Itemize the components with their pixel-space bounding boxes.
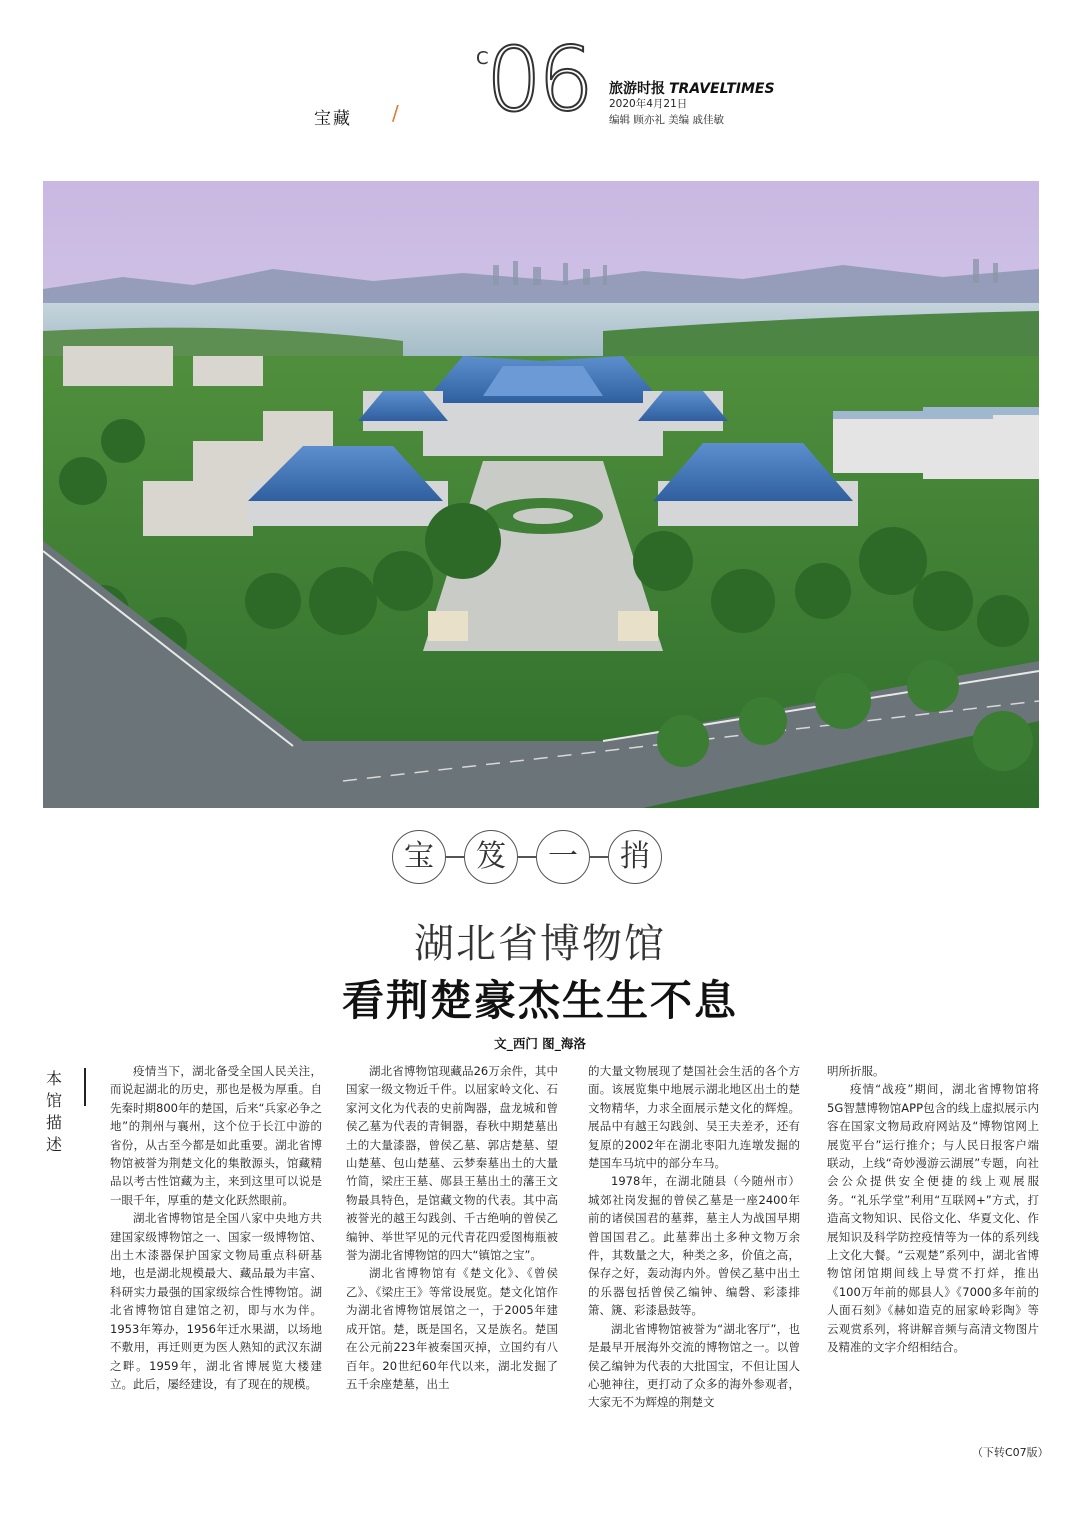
masthead-cn: 旅游时报	[609, 81, 665, 97]
side-tag-char: 述	[45, 1135, 62, 1154]
museum-illustration	[43, 181, 1039, 808]
paragraph: 疫情当下，湖北备受全国人民关注，而说起湖北的历史，那也是极为厚重。自先秦时期800年的楚国，后来“兵家必争之地”的荆州与襄州，这个位于长江中游的省份，从古至今都是如此重要。湖北省博物馆被誉为荆楚文化的集散源头，馆藏精品以考古性馆藏为主，来到这里可以说是一眼千年，厚重的楚文化跃然眼前。	[110, 1064, 322, 1207]
side-tag-char: 本	[45, 1069, 62, 1088]
logo-connector	[444, 856, 464, 858]
page-number: 06	[486, 28, 590, 131]
editor-credits: 编辑 顾亦礼 美编 戚佳敏	[609, 114, 725, 126]
publication-date: 2020年4月21日	[609, 98, 688, 110]
paragraph: 明所折服。	[827, 1064, 885, 1078]
side-tag	[44, 1068, 64, 1156]
section-label: 宝藏	[314, 109, 352, 129]
logo-character: 笈	[464, 830, 518, 884]
masthead-en: TRAVELTIMES	[669, 81, 775, 97]
logo-character: 捎	[608, 830, 662, 884]
logo-connector	[588, 856, 608, 858]
body-column-4	[827, 1062, 1039, 1357]
paragraph: 1978年，在湖北随县（今随州市）城郊社岗发掘的曾侯乙墓是一座2400年前的诸侯国君的墓葬，墓主人为战国早期曾国国君乙。此墓葬出土多种文物万余件，其数量之大，种类之多，价值之高，保存之好，轰动海内外。曾侯乙墓中出土的乐器包括曾侯乙编钟、编磬、彩漆排箫、篪、彩漆悬鼓等。	[588, 1174, 800, 1318]
side-tag-bar	[84, 1068, 86, 1106]
section-slash: /	[392, 101, 399, 125]
logo-character: 宝	[392, 830, 446, 884]
paragraph: 疫情“战疫”期间，湖北省博物馆将5G智慧博物馆APP包含的线上虚拟展示内容在国家文物局政府网站及“博物馆网上展览平台”运行推介；与人民日报客户端联动，上线“奇妙漫游云湖展”专题，向社会公众提供安全便捷的线上观展服务。“礼乐学堂”利用“互联网+”方式，打造高文物知识、民俗文化、华夏文化、作展知识及科学防控疫情等为一体的系列线上文化大餐。“云观楚”系列中，湖北省博物馆闭馆期间线上导赏不打烊，推出《100万年前的郧县人》《7000多年前的人面石刻》《赫如造克的屈家岭彩陶》等云观赏系列，将讲解音频与高清文物图片及精准的文字介绍相结合。	[827, 1082, 1039, 1355]
paragraph: 湖北省博物馆有《楚文化》、《曾侯乙》、《梁庄王》等常设展览。楚文化馆作为湖北省博物馆展馆之一，于2005年建成开馆。楚，既是国名，又是族名。楚国在公元前223年被秦国灭掉，立国约有八百年。20世纪60年代以来，湖北发掘了五千余座楚墓，出土	[346, 1266, 558, 1391]
continued-note: （下转C07版）	[972, 1446, 1049, 1459]
body-column-3	[588, 1062, 800, 1412]
column-logo	[392, 826, 692, 886]
masthead	[609, 78, 775, 98]
body-column-1	[110, 1062, 322, 1393]
paragraph: 湖北省博物馆现藏品26万余件，其中国家一级文物近千件。以屈家岭文化、石家河文化为代表的史前陶器，盘龙城和曾侯乙墓为代表的青铜器，春秋中期楚墓出土的大量漆器，曾侯乙墓、郭店楚墓、望山楚墓、包山楚墓、云梦秦墓出土的大量竹简，梁庄王墓、郧县王墓出土的藩王文物最具特色，是馆藏文物的代表。其中高被誉光的越王勾践剑、千古绝响的曾侯乙编钟、举世罕见的元代青花四爱图梅瓶被誉为湖北省博物馆的四大“镇馆之宝”。	[346, 1064, 558, 1263]
museum-aerial-photo	[43, 181, 1039, 808]
paragraph: 湖北省博物馆是全国八家中央地方共建国家级博物馆之一、国家一级博物馆、出土木漆器保护国家文物局重点科研基地，也是湖北规模最大、藏品最为丰富、科研实力最强的国家级综合性博物馆。湖北省博物馆自建馆之初，即与水为伴。1953年筹办，1956年迁水果湖，以场地不敷用，再迁则更为医人熟知的武汉东湖之畔。1959年，湖北省博展览大楼建立。此后，屡经建设，有了现在的规模。	[110, 1211, 322, 1391]
byline: 文_西门 图_海洛	[494, 1036, 586, 1051]
side-tag-char: 馆	[45, 1091, 62, 1110]
page-prefix: C	[476, 48, 489, 69]
logo-character: 一	[536, 830, 590, 884]
headline: 湖北省博物馆	[414, 921, 666, 967]
side-tag-char: 描	[45, 1113, 62, 1132]
logo-connector	[516, 856, 536, 858]
paragraph: 湖北省博物馆被誉为“湖北客厅”，也是最早开展海外交流的博物馆之一。以曾侯乙编钟为代表的大批国宝，不但让国人心驰神往，更打动了众多的海外参观者，大家无不为辉煌的荆楚文	[588, 1321, 800, 1410]
subheadline: 看荆楚豪杰生生不息	[341, 976, 738, 1025]
paragraph: 的大量文物展现了楚国社会生活的各个方面。该展览集中地展示湖北地区出土的楚文物精华，力求全面展示楚文化的辉煌。展品中有越王勾践剑、吴王夫差矛，还有复原的2002年在湖北枣阳九连墩发掘的楚国车马坑中的部分车马。	[588, 1064, 800, 1171]
body-column-2	[346, 1062, 558, 1393]
